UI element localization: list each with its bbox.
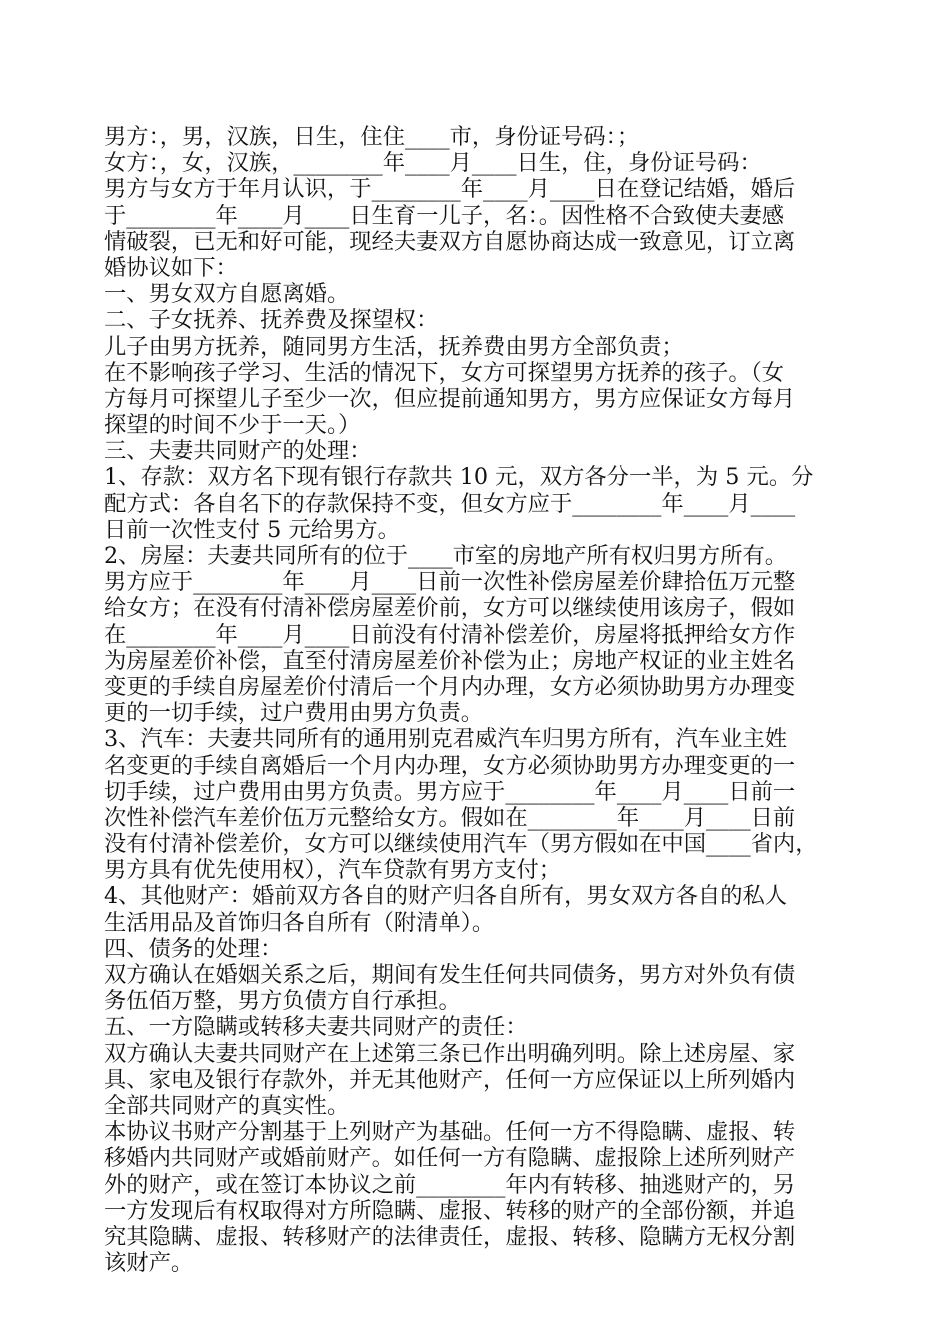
text-line: 给女方；在没有付清补偿房屋差价前，女方可以继续使用该房子，假如	[104, 595, 796, 622]
text-line: 为房屋差价补偿，直至付清房屋差价补偿为止；房地产权证的业主姓名	[104, 647, 796, 674]
text-line: 3、汽车：夫妻共同所有的通用别克君威汽车归男方所有，汽车业主姓	[104, 726, 788, 753]
text-line: 情破裂，已无和好可能，现经夫妻双方自愿协商达成一致意见，订立离	[104, 228, 796, 255]
text-line: 双方确认在婚姻关系之后，期间有发生任何共同债务，男方对外负有债	[104, 962, 796, 988]
text-line: 2、房屋：夫妻共同所有的位于____市室的房地产所有权归男方所有。	[104, 543, 788, 569]
text-line: 日前一次性支付 5 元给男方。	[104, 516, 400, 543]
text-line: 男方与女方于年月认识，于________年____月____日在登记结婚，婚后	[104, 176, 796, 203]
text-line: 男方应于________年____月____日前一次性补偿房屋差价肆拾伍万元整	[104, 569, 796, 596]
text-line: 次性补偿汽车差价伍万元整给女方。假如在________年____月____日前	[104, 804, 796, 831]
text-line: 1、存款：双方名下现有银行存款共 10 元，双方各分一半，为 5 元。分	[104, 464, 814, 491]
text-line: 方每月可探望儿子至少一次，但应提前通知男方，男方应保证女方每月	[104, 385, 796, 412]
text-line: 本协议书财产分割基于上列财产为基础。任何一方不得隐瞒、虚报、转	[104, 1119, 796, 1146]
text-line: 一、男女双方自愿离婚。	[104, 281, 350, 308]
text-line: 双方确认夫妻共同财产在上述第三条已作出明确列明。除上述房屋、家	[104, 1040, 796, 1067]
text-line: 二、子女抚养、抚养费及探望权：	[104, 307, 439, 334]
text-line: 在不影响孩子学习、生活的情况下，女方可探望男方抚养的孩子。（女	[104, 359, 785, 386]
document-body	[104, 124, 856, 1276]
text-line: 生活用品及首饰归各自所有（附清单）。	[104, 909, 495, 936]
text-line: 一方发现后有权取得对方所隐瞒、虚报、转移的财产的全部份额，并追	[104, 1197, 796, 1224]
text-line: 究其隐瞒、虚报、转移财产的法律责任，虚报、转移、隐瞒方无权分割	[104, 1223, 796, 1250]
text-line: 切手续，过户费用由男方负责。男方应于________年____月____日前一	[104, 778, 796, 805]
text-line: 在________年____月____日前没有付清补偿差价，房屋将抵押给女方作	[104, 621, 796, 648]
text-line: 该财产。	[104, 1250, 194, 1277]
text-line: 婚协议如下：	[104, 254, 238, 281]
text-line: 女方：，女，汉族，________年____月____日生，住，身份证号码：	[104, 150, 762, 177]
text-line: 务伍佰万整，男方负债方自行承担。	[104, 988, 461, 1015]
text-line: 三、夫妻共同财产的处理：	[104, 438, 372, 465]
text-line: 男方具有优先使用权），汽车贷款有男方支付；	[104, 857, 562, 884]
text-line: 4、其他财产：婚前双方各自的财产归各自所有，男女双方各自的私人	[104, 883, 788, 910]
text-line: 移婚内共同财产或婚前财产。如任何一方有隐瞒、虚报除上述所列财产	[104, 1145, 796, 1172]
text-line: 配方式：各自名下的存款保持不变，但女方应于________年____月____	[104, 490, 796, 517]
text-line: 全部共同财产的真实性。	[104, 1092, 350, 1119]
text-line: 变更的手续自房屋差价付清后一个月内办理，女方必须协助男方办理变	[104, 673, 796, 700]
text-line: 名变更的手续自离婚后一个月内办理，女方必须协助男方办理变更的一	[104, 752, 796, 779]
text-line: 五、一方隐瞒或转移夫妻共同财产的责任：	[104, 1014, 528, 1041]
text-line: 更的一切手续，过户费用由男方负责。	[104, 700, 484, 727]
text-line: 具、家电及银行存款外，并无其他财产，任何一方应保证以上所列婚内	[104, 1066, 796, 1093]
text-line: 探望的时间不少于一天。）	[104, 412, 361, 439]
text-line: 四、债务的处理：	[104, 935, 283, 962]
text-line: 外的财产，或在签订本协议之前________年内有转移、抽逃财产的，另	[104, 1171, 796, 1198]
text-line: 没有付清补偿差价，女方可以继续使用汽车（男方假如在中国____省内，	[104, 831, 818, 858]
text-line: 于________年____月____日生育一儿子，名：。因性格不合致使夫妻感	[104, 202, 785, 229]
text-line: 儿子由男方抚养，随同男方生活，抚养费由男方全部负责；	[104, 333, 684, 360]
text-line: 男方：，男，汉族，日生，住住____市，身份证号码：；	[104, 124, 640, 150]
